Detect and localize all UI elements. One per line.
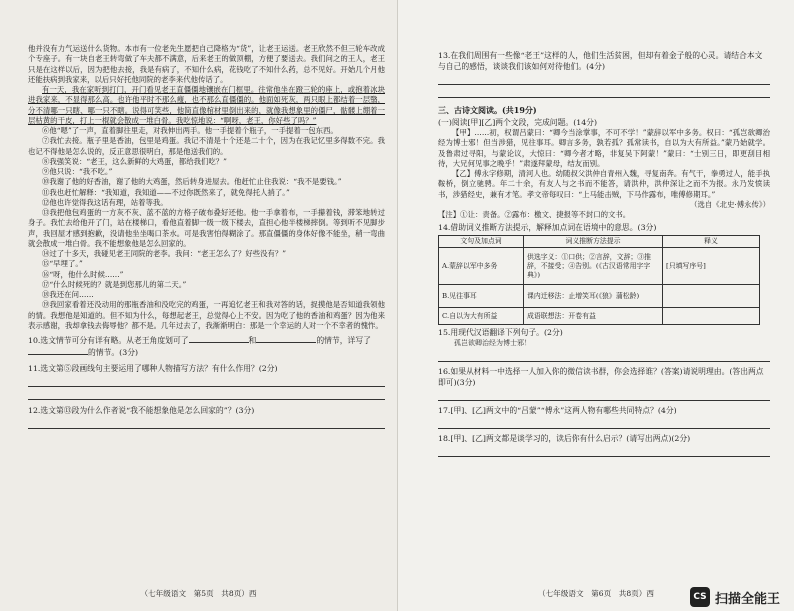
answer-line[interactable]	[438, 388, 770, 401]
paragraph-16: ⑯“呀，他什么时候……”	[42, 269, 124, 279]
page-footer: （七年级语文 第6页 共8页）西	[538, 589, 654, 598]
paragraph-14: ⑭过了十多天，我碰见老王同院的老李。我问：“老王怎么了？好些没有？”	[42, 249, 287, 258]
passage-source: （选自《北史·傅永传》）	[690, 199, 770, 209]
paragraph-12: ⑫他也许觉得我这话有理，站着等我。	[42, 197, 168, 207]
scanner-logo-icon: CS	[690, 587, 710, 607]
answer-cell[interactable]	[663, 308, 760, 325]
right-page	[397, 0, 794, 611]
answer-line[interactable]	[438, 72, 770, 85]
answer-line[interactable]	[438, 416, 770, 429]
answer-line[interactable]	[28, 416, 385, 429]
table-row: B.见往事耳 课内迁移法：止增笑耳(《狼》蒲松龄)	[439, 285, 760, 308]
answer-cell[interactable]: [只填写序号]	[663, 248, 760, 285]
paragraph-8: ⑧我强笑说：“老王，这么新鲜的大鸡蛋，都给我们吃？”	[42, 156, 227, 166]
question-18: 18.[甲]、[乙]两文都是谈学习的，读后你有什么启示？(请写出两点)(2分)	[438, 434, 691, 444]
translate-sentence: 孤岂欲卿治经为博士邪！	[454, 339, 531, 348]
question-15: 15.用现代汉语翻译下列句子。(2分)	[438, 328, 563, 338]
paragraph-19: ⑲我回家看着还没动用的那瓶香油和没吃完的鸡蛋，一再追忆老王和我对答的话，捉摸他是否知道我领他的情。我想他是知道的。但不知为什么，每想起老王，总觉得心上不安。因为吃了他的香油和鸡蛋？因为他来表示感谢，我却拿钱去侮辱他？都不是。几年过去了，我渐渐明白：那是一个幸运的人对一个不幸者的愧怍。	[28, 300, 385, 330]
vocab-table	[438, 235, 760, 325]
page-footer: （七年级语文 第5页 共8页）西	[140, 589, 257, 598]
passage-notes: 【注】①让：责备。②露布：檄文、捷报等不封口的文书。	[438, 210, 631, 219]
paragraph-11: ⑪我也赶忙解释：“我知道，我知道——不过你既然来了，就免得托人捎了。”	[42, 187, 290, 197]
subsection-heading: (一)阅读[甲][乙]两个文段，完成问题。(14分)	[438, 118, 598, 127]
table-header: 词义推断方法提示	[524, 236, 663, 248]
paragraph-18: ⑱我还在问……	[42, 290, 94, 299]
scanner-name: 扫描全能王	[714, 591, 780, 607]
answer-line[interactable]	[438, 444, 770, 457]
answer-line[interactable]	[438, 349, 770, 362]
paragraph-1: 他并没有力气运送什么货物。本市有一位老先生愿把自己降格为“货”，让老王运送。老王欣然不但三轮车改成个专座子。有一块自老王转弯做了车夫都不满意，后来老王的做顶棚，方便了要送去。我们问之的王人，老王只是在这样以后，因为把他去接，我是有病了，不知什么病，花钱吃了不知什么药，总不见好。开始几个月他还能扶病到我家来，以后只好托他同院的老李来代他传话了。	[28, 44, 385, 84]
question-12: 12.选文第⑬段为什么作者说“我不能想象他是怎么回家的”？(3分)	[28, 406, 255, 415]
paragraph-15: ⑮“早埋了。”	[42, 259, 83, 269]
table-row: C.自以为大有所益 成语联想法：开卷有益	[439, 308, 760, 325]
paragraph-7: ⑦我忙去接。瓶子里是香油，包里是鸡蛋。我记不清是十个还是二十个，因为在我记忆里多得数不完。我也记不得他是怎么说的，反正意思很明白，那是他送我们的。	[28, 136, 385, 156]
paragraph-9: ⑨他只说：“我不吃。”	[42, 167, 113, 176]
paragraph-10: ⑩我谢了他的好香油，谢了他的大鸡蛋，然后转身进屋去。他赶忙止住我说：“我不是要钱。”	[42, 177, 342, 187]
answer-blank[interactable]	[189, 334, 249, 343]
section-heading: 三、古诗文阅读。(共19分)	[438, 105, 537, 115]
answer-line[interactable]	[438, 85, 770, 98]
table-header: 文句及加点词	[439, 236, 524, 248]
paragraph-13: ⑬我把他包鸡蛋的一方灰不灰、蓝不蓝的方格子破布叠好还他。他一手拿着布，一手攥着钱，滞笨地转过身子。我忙去给他开了门，站在楼梯口，看他直着脚一级一级下楼去，直担心他半楼梯摔倒。等到听不见脚步声，我回屋才感到抱歉，没请他坐坐喝口茶水。可是我害怕得糊涂了。那直僵僵的身体好像不能坐，稍一弯曲就会散成一堆白骨。我不能想象他是怎么回家的。	[28, 208, 385, 248]
answer-cell[interactable]	[663, 285, 760, 308]
question-11: 11.选文第⑤段画线句主要运用了哪种人物描写方法？有什么作用？(2分)	[28, 364, 278, 373]
question-17: 17.[甲]、[乙]两文中的“吕蒙”“傅永”这两人物有哪些共同特点？(4分)	[438, 406, 677, 416]
table-header: 释义	[663, 236, 760, 248]
answer-line[interactable]	[28, 374, 385, 387]
table-row: A.蒙辞以军中多务 供选字义：①口供；②言辞，文辞；③推辞，不接受；④告别。(《古汉语常用字字典》) [只填写序号]	[439, 248, 760, 285]
passage-jia: 【甲】……初，权谓吕蒙曰：“卿今当涂掌事，不可不学！”蒙辞以军中多务。权曰：“孤岂欲卿治经为博士邪！但当涉猎，见往事耳。卿言多务，孰若孤？孤常读书，自以为大有所益。”蒙乃始就学。及鲁肃过寻阳，与蒙论议，大惊曰：“卿今者才略，非复吴下阿蒙！”蒙曰：“士别三日，即更刮目相待，大兄何见事之晚乎！”肃遂拜蒙母，结友而别。	[438, 128, 770, 168]
question-10: 10.选文情节可分有详有略。从老王角度划可了 和 的情节，详写了的情节。(3分)	[28, 336, 371, 357]
answer-blank[interactable]	[28, 346, 88, 355]
scanner-watermark	[690, 587, 780, 607]
paragraph-5: 有一天，我在家听到打门，开门看见老王直僵僵地镶嵌在门框里。往常他坐在蹬三轮的座上，或抱着冰块进我家来，不显得那么高。也许他平时不那么瘦，也不那么直僵僵的。他面如死灰，两只眼上都结着一层翳，分不清哪一只瞎、哪一只不瞎。说得可笑些，他简直像棺材里倒出来的，就像我想象里的僵尸，骷髅上绷着一层枯黄的干皮，打上一棍就会散成一堆白骨。我吃惊地说：“啊呀，老王，你好些了吗？”	[28, 85, 385, 125]
answer-line[interactable]	[28, 387, 385, 400]
question-14: 14.借助词义推断方法提示，解释加点词在语境中的意思。(3分)	[438, 223, 657, 233]
question-13: 13.在我们周围有一些像“老王”这样的人，他们生活贫困，但却有着金子般的心灵。请结合本文与自己的感悟，谈谈我们该如何对待他们。(4分)	[438, 51, 763, 71]
answer-blank[interactable]	[256, 334, 316, 343]
paragraph-6: ⑥他“嗯”了一声，直着脚往里走，对我伸出两手。他一手提着个瓶子，一手提着一包东西。	[42, 126, 338, 135]
paragraph-17: ⑰“什么时候死的？就是到您那儿的第二天。”	[42, 279, 187, 289]
passage-yi: 【乙】傅永字修期，清河人也。幼随叔父洪仲自青州入魏，寻复南奔。有气干，拳勇过人，能手执鞍桥，倒立驰骋。年二十余，有友人与之书而不能答，请洪仲，洪仲深让之而不为报。永乃发愤读书，涉猎经史，兼有才笔。孝文帝每叹曰：“上马能击贼，下马作露布，唯傅修期耳。”	[438, 169, 770, 199]
question-16: 16.如果从材料一中选择一人加入你的微信读书群，你会选择谁？(答案)请说明理由。(答出两点即可)(3分)	[438, 367, 764, 388]
